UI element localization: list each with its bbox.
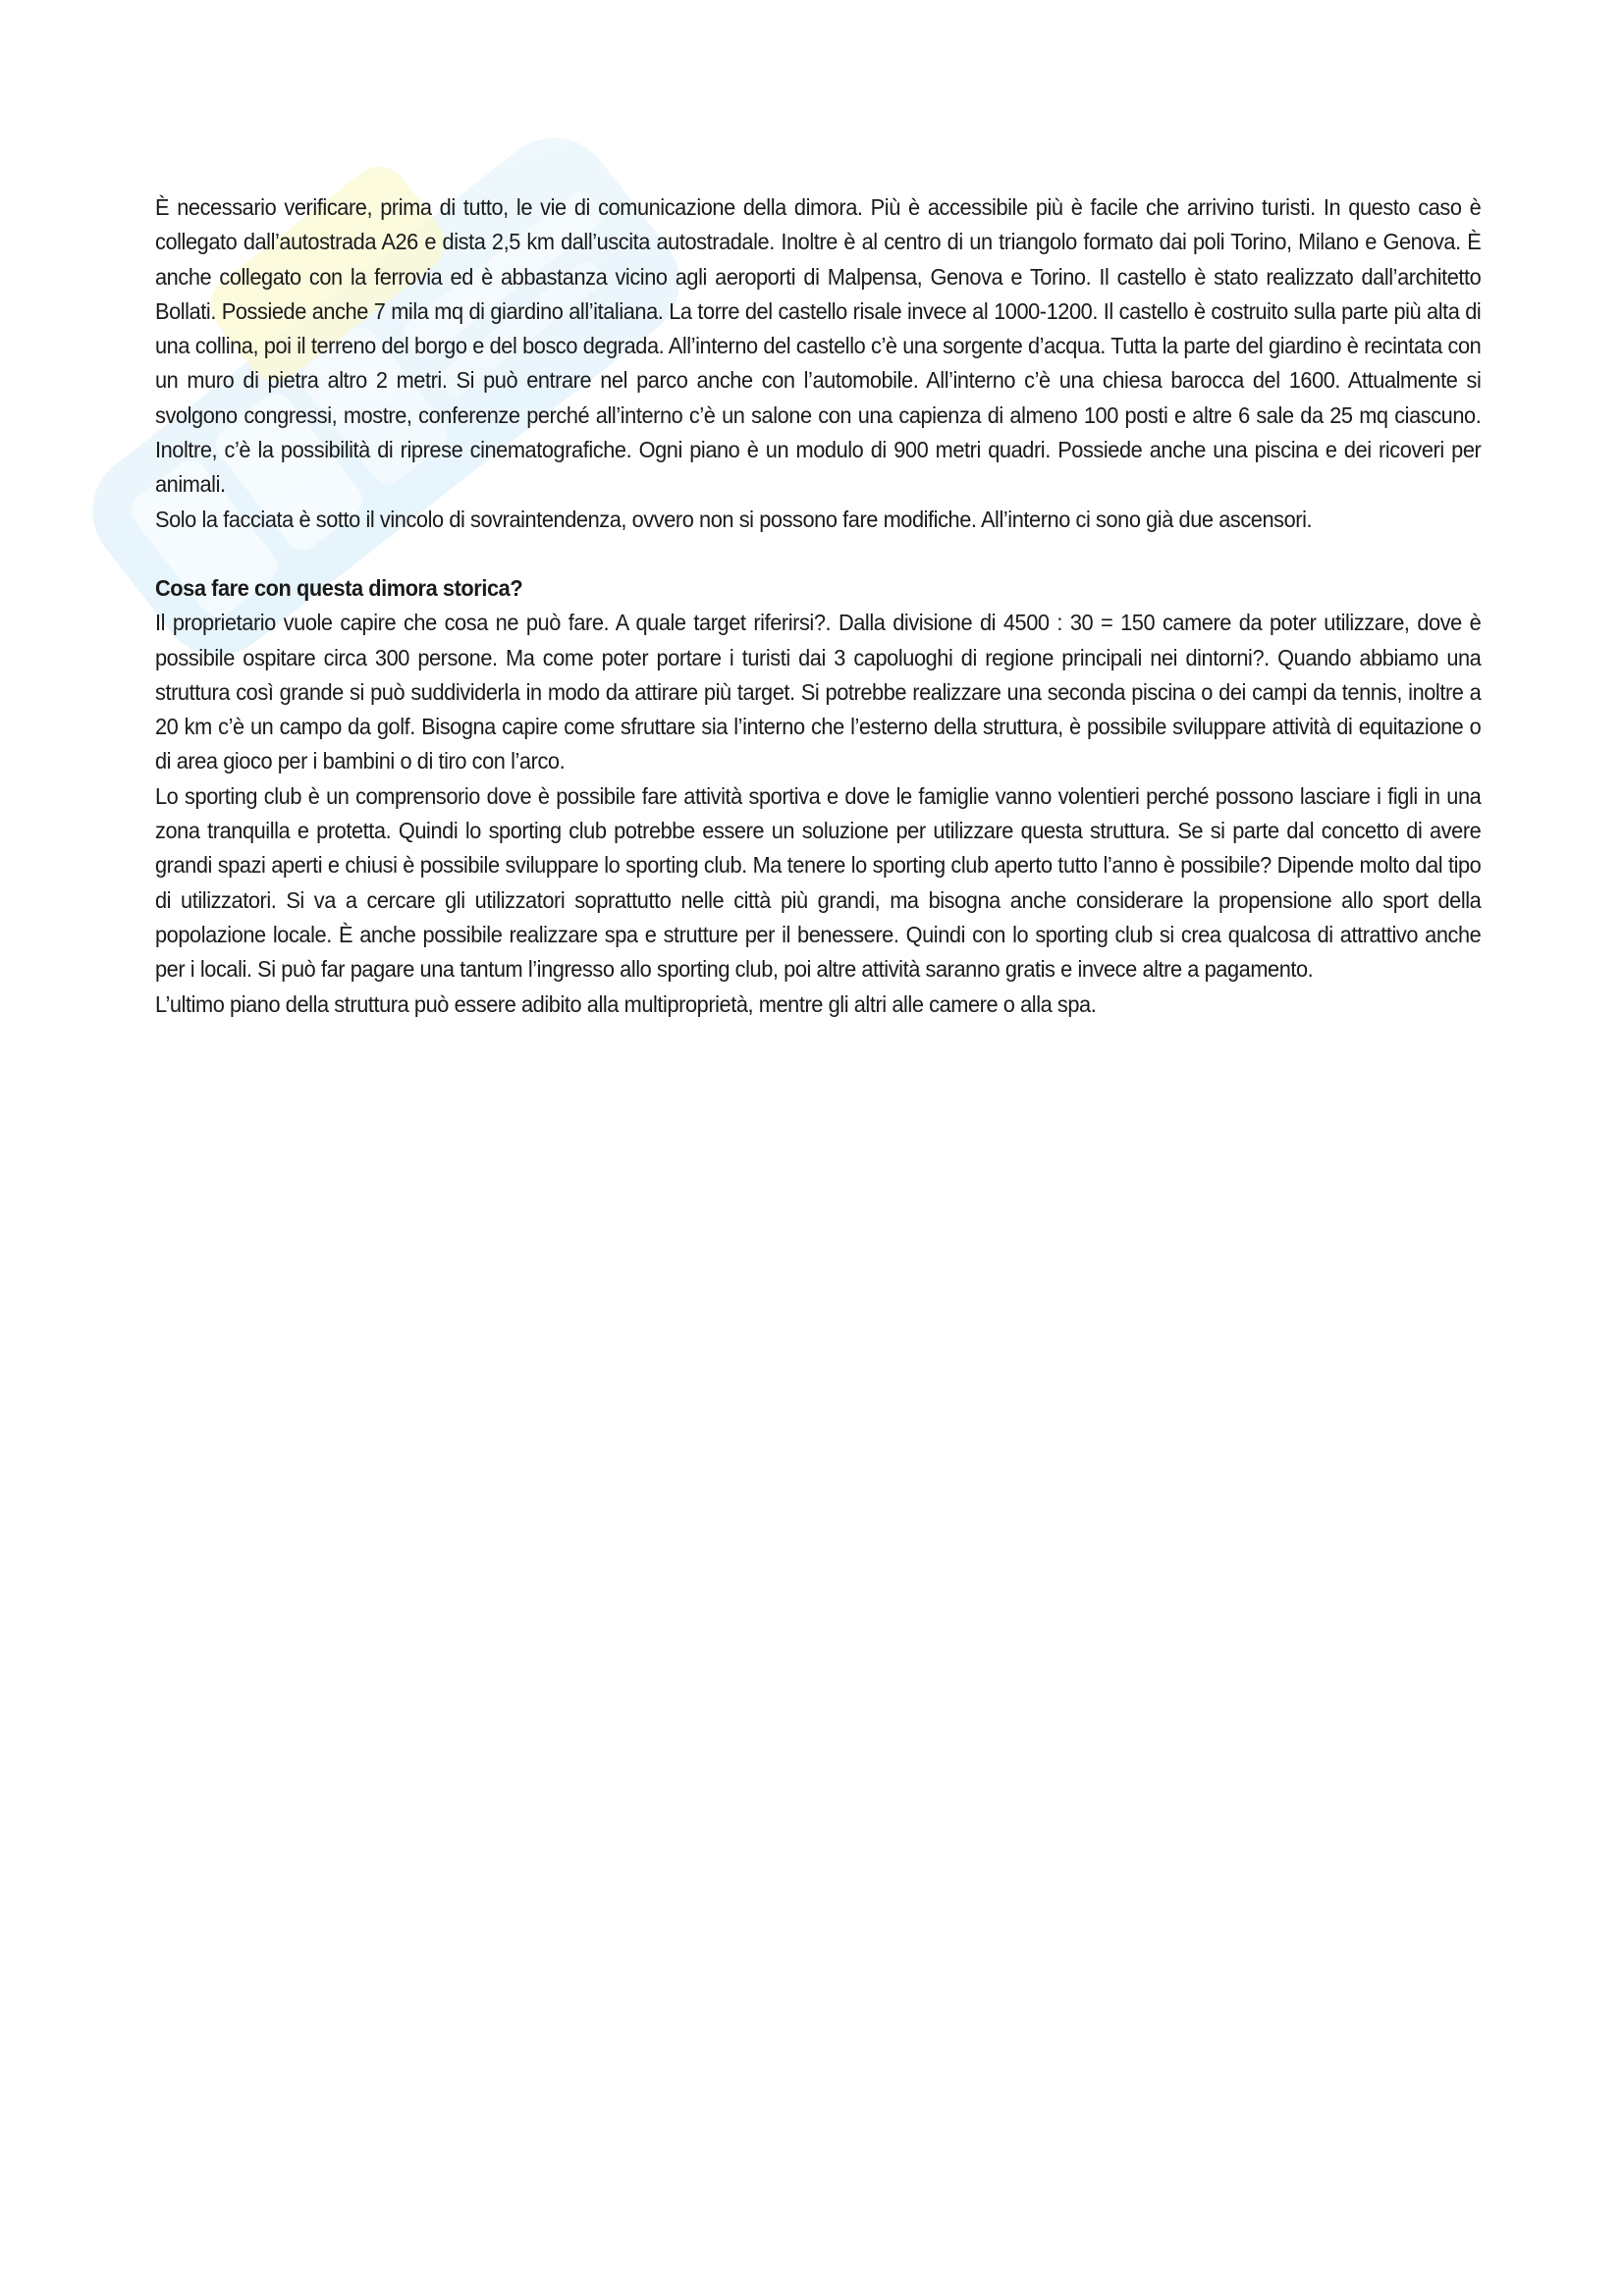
document-body <box>155 190 1481 1022</box>
paragraph-sporting-club: Lo sporting club è un comprensorio dove è possibile fare attività sportiva e dove le famiglie vanno volentieri perché possono lasciare i figli in una zona tranquilla e protetta. Quindi lo sporting club potrebbe essere un soluzione per utilizzare questa struttura. Se si parte dal concetto di avere grandi spazi aperti e chiusi è possibile sviluppare lo sporting club. Ma tenere lo sporting club aperto tutto l’anno è possibile? Dipende molto dal tipo di utilizzatori. Si va a cercare gli utilizzatori soprattutto nelle città più grandi, ma bisogna anche considerare la propensione allo sport della popolazione locale. È anche possibile realizzare spa e strutture per il benessere. Quindi con lo sporting club si crea qualcosa di attrattivo anche per i locali. Si può far pagare una tantum l’ingresso allo sporting club, poi altre attività saranno gratis e invece altre a pagamento. <box>155 782 1482 983</box>
section-heading: Cosa fare con questa dimora storica? <box>155 574 523 601</box>
paragraph-spacer <box>155 537 1481 571</box>
paragraph-facade: Solo la facciata è sotto il vincolo di sovraintendenza, ovvero non si possono fare modifiche. All’interno ci sono già due ascensori. <box>155 506 1313 532</box>
paragraph-last-floor: L’ultimo piano della struttura può essere adibito alla multiproprietà, mentre gli altri alle camere o alla spa. <box>155 990 1097 1017</box>
paragraph-access: È necessario verificare, prima di tutto, le vie di comunicazione della dimora. Più è accessibile più è facile che arrivino turisti. In questo caso è collegato dall’autostrada A26 e dista 2,5 km dall’uscita autostradale. Inoltre è al centro di un triangolo formato dai poli Torino, Milano e Genova. È anche collegato con la ferrovia ed è abbastanza vicino agli aeroporti di Malpensa, Genova e Torino. Il castello è stato realizzato dall’architetto Bollati. Possiede anche 7 mila mq di giardino all’italiana. La torre del castello risale invece al 1000-1200. Il castello è costruito sulla parte più alta di una collina, poi il terreno del borgo e del bosco degrada. All’interno del castello c’è una sorgente d’acqua. Tutta la parte del giardino è recintata con un muro di pietra altro 2 metri. Si può entrare nel parco anche con l’automobile. All’interno c’è una chiesa barocca del 1600. Attualmente si svolgono congressi, mostre, conferenze perché all’interno c’è un salone con una capienza di almeno 100 posti e altre 6 sale da 25 mq ciascuno. Inoltre, c’è la possibilità di riprese cinematografiche. Ogni piano è un modulo di 900 metri quadri. Possiede anche una piscina e dei ricoveri per animali. <box>155 194 1482 498</box>
paragraph-owner: Il proprietario vuole capire che cosa ne può fare. A quale target riferirsi?. Dalla divisione di 4500 : 30 = 150 camere da poter utilizzare, dove è possibile ospitare circa 300 persone. Ma come poter portare i turisti dai 3 capoluoghi di regione principali nei dintorni?. Quando abbiamo una struttura così grande si può suddividerla in modo da attirare più target. Si potrebbe realizzare una seconda piscina o dei campi da tennis, inoltre a 20 km c’è un campo da golf. Bisogna capire come sfruttare sia l’interno che l’esterno della struttura, è possibile sviluppare attività di equitazione o di area gioco per i bambini o di tiro con l’arco. <box>155 610 1482 774</box>
